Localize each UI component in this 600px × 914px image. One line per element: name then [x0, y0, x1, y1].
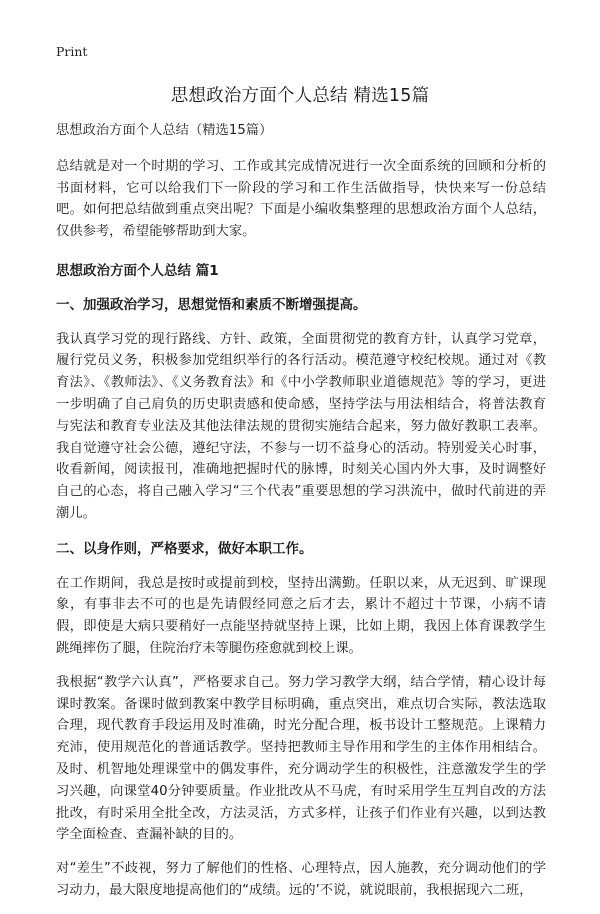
article-body [56, 120, 546, 914]
page-title: 思想政治方面个人总结 精选15篇 [170, 86, 430, 106]
paragraph: 我认真学习党的现行路线、方针、政策，全面贯彻党的教育方针，认真学习党章，履行党员义务，积极参加党组织举行的各行活动。模范遵守校纪校规。通过对《教育法》、《教师法》、《义务教育法》和《中小学教师职业道德规范》等的学习，更进一步明确了自己肩负的历史职责感和使命感，坚持学法与用法相结合，将普法教育与宪法和教育专业法及其他法律法规的贯彻实施结合起来，努力做好教职工表率。我自觉遵守社会公德，遵纪守法，不参与一切不益身心的活动。特别爱关心时事，收看新闻，阅读报刊，准确地把握时代的脉博，时刻关心国内外大事，及时调整好自己的心态，将自己融入学习“三个代表”重要思想的学习洪流中，做时代前进的弄潮儿。 [56, 331, 546, 521]
paragraph: 在工作期间，我总是按时或提前到校，坚持出满勤。任职以来，从无迟到、旷课现象，有事非去不可的也是先请假经同意之后才去，累计不超过十节课，小病不请假，即使是大病只要稍好一点能坚持就坚持上课，比如上期，我因上体育课教学生跳绳摔伤了腿，住院治疗未等腿伤痊愈就到校上课。 [56, 575, 546, 656]
intro-paragraph: 总结就是对一个时期的学习、工作或其完成情况进行一次全面系统的回顾和分析的书面材料，它可以给我们下一阶段的学习和工作生活做指导，快快来写一份总结吧。如何把总结做到重点突出呢？下面是小编收集整理的思想政治方面个人总结，仅供参考，希望能够帮助到大家。 [56, 158, 546, 240]
section-heading: 二、以身作则，严格要求，做好本职工作。 [56, 540, 313, 557]
paragraph: 对“差生”不歧视，努力了解他们的性格、心理特点，因人施教，充分调动他们的学习动力，最大限度地提高他们的“成绩。远的’不说，就说眼前，我根据现六二班， [56, 861, 546, 898]
part-heading: 思想政治方面个人总结 篇1 [56, 262, 219, 279]
section-heading: 一、加强政治学习，思想觉悟和素质不断增强提高。 [56, 296, 367, 313]
print-link[interactable]: Print [56, 44, 88, 59]
paragraph: 我根据“教学六认真”，严格要求自己。努力学习教学大纲，结合学情，精心设计每课时教案。备课时做到教案中教学目标明确，重点突出，难点切合实际，教法选取合理，现代教育手段运用及时准确，时光分配合理，板书设计工整规范。上课精力充沛，使用规范化的普通话教学。坚持把教师主导作用和学生的主体作用相结合。及时、机智地处理课堂中的偶发事件，充分调动学生的积极性，注意激发学生的学习兴趣，向课堂40分钟要质量。作业批改从不马虎，有时采用学生互判自改的方法批改，有时采用全批全改，方法灵活，方式多样，让孩子们作业有兴趣，以到达教学全面检查、查漏补缺的目的。 [56, 674, 546, 843]
article-subtitle: 思想政治方面个人总结（精选15篇） [56, 123, 273, 138]
